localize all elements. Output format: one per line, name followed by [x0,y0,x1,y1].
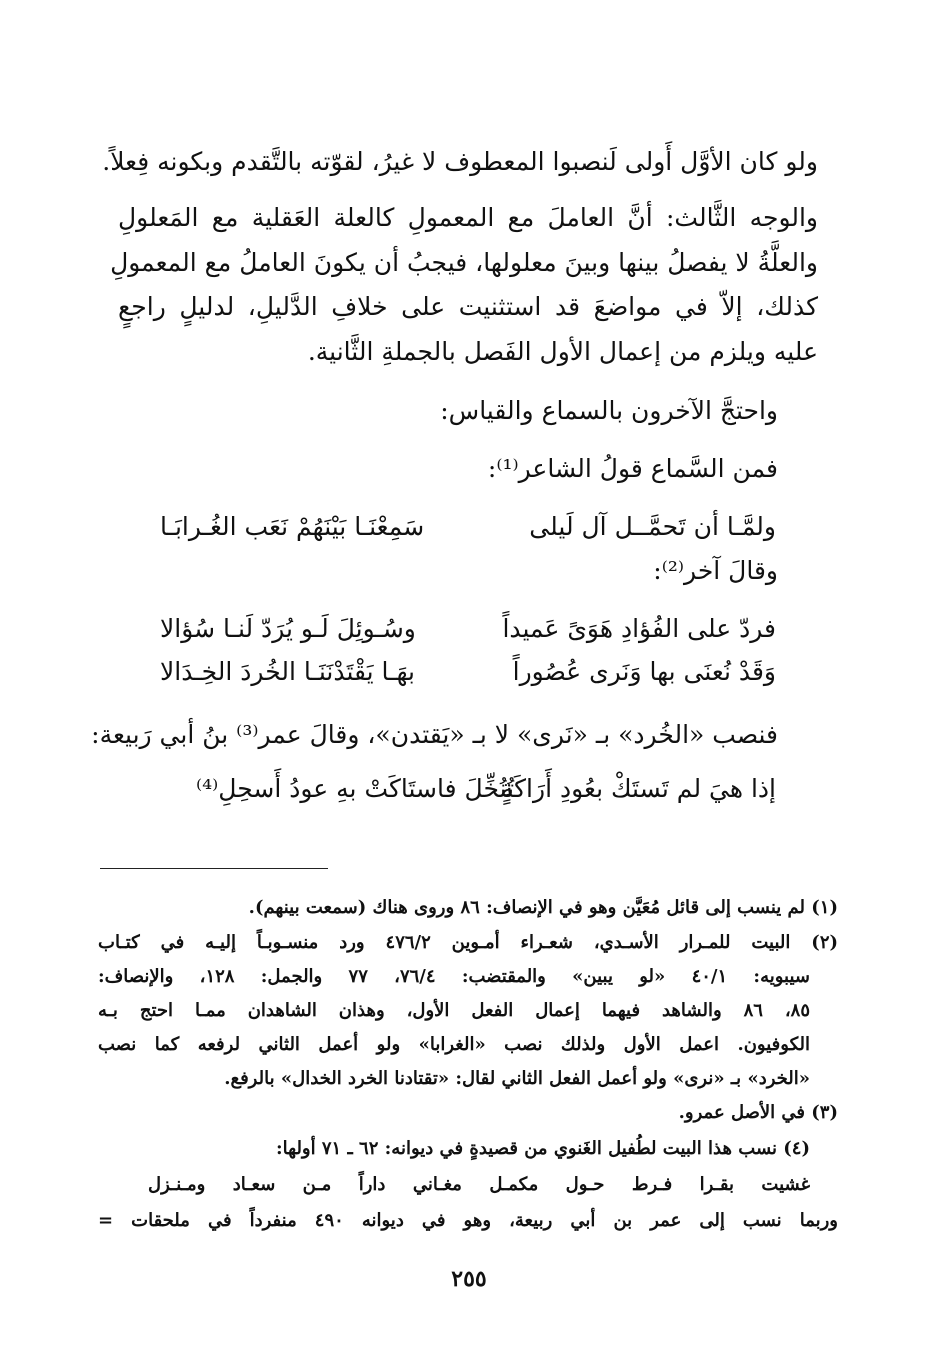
footnote-2-line-2: سيبويه: ٤٠/١ «لو يبين» والمقتضب: ٧٦/٤، ٧٧ والجمل: ١٢٨، والإنصاف: [98,966,810,987]
body-line-6: واحتجَّ الآخرون بالسماع والقياس: [440,396,778,425]
footnote-1: (١) لم ينسب إلى قائل مُعَيَّن وهو في الإنصاف: ٨٦ وروى هناك (سمعت بينهم). [248,897,838,918]
footnote-2-line-4: الكوفيون. اعمل الأول ولذلك نصب «الغرابا» ولو أعمل الثاني لرفعه كما نصب [98,1034,810,1055]
body-line-1: ولو كان الأوَّل أَولى لَنصبوا المعطوف لا غيرُ، لقوّته بالتَّقدم وبكونه فِعلاً. [102,147,818,176]
footnote-2-line-5: «الخرد» بـ «نرى» ولو أعمل الفعل الثاني لقال: «تقتادنا الخرد الخدال» بالرفع. [224,1068,810,1089]
footnote-separator [100,868,328,869]
body-line-5: عليه ويلزم من إعمال الأول الفَصل بالجملةِ الثَّانية. [307,337,818,366]
page-number: ٢٥٥ [451,1266,487,1292]
verse-2-first-hemistich: فردّ على الفُؤادِ هَوَىً عَميداً [502,614,776,643]
verse-4-second-hemistich: تُنُخِّلَ فاستَاكَتْ بهِ عودُ أَسحِلِ⁽⁴⁾ [196,774,515,803]
verse-3-first-hemistich: وَقَدْ نُعنَى بها وَنَرى عُصُوراً [512,657,776,686]
body-line-9: فنصب «الخُرد» بـ «نَرى» لا بـ «يَقتدن»، وقالَ عمر⁽³⁾ بنُ أبي رَبيعة: [91,720,778,749]
verse-2-second-hemistich: وسُـوئِلَ لَـو يُرَدّ لَنـا سُؤالا [160,614,416,643]
verse-3-second-hemistich: بهَـا يَقْتَدْنَنَـا الخُردَ الخِـدَالا [160,657,415,686]
body-line-7: فمن السَّماع قولُ الشاعر⁽¹⁾: [487,454,778,483]
verse-4-first-hemistich: إذا هيَ لم تَستَكْ بعُودِ أَرَاكَةٍ [500,774,776,803]
body-line-3: والعلَّةُ لا يفصلُ بينها وبينَ معلولها، فيجبُ أن يكونَ العاملُ مع المعمولِ [110,248,818,277]
footnote-4-line-1: (٤) نسب هذا البيت لطُفيل الغَنوي من قصيدةٍ في ديوانه: ٦٢ ـ ٧١ أولها: [276,1138,810,1159]
footnote-3: (٣) في الأصل عمرو. [678,1102,838,1123]
footnote-2-line-3: ٨٥، ٨٦ والشاهد فيهما إعمال الفعل الأول، وهذان الشاهدان ممـا احتج بـه [98,1000,810,1021]
body-line-4: كذلك، إلاّ في مواضعَ قد استثنيت على خلافِ الدَّليلِ، لدليلٍ راجعٍ [118,292,818,321]
body-line-2: والوجه الثَّالث: أنَّ العاملَ مع المعمولِ كالعلة العَقلية مع المَعلولِ [118,203,818,232]
body-line-8: وقالَ آخر⁽²⁾: [653,556,778,585]
footnote-4-verse: غشيت بقـرا فـرط حـول مكمـل مغـاني داراً مـن سعـاد ومـنـزل [148,1174,810,1195]
footnote-4-line-2: وربما نسب إلى عمر بن أبي ربيعة، وهو في ديوانه ٤٩٠ منفرداً في ملحقات = [98,1210,838,1231]
verse-1-first-hemistich: ولمَّـا أن تَحمَّــل آل لَيلى [529,512,776,541]
verse-1-second-hemistich: سَمِعْنَـا بَيْنَهُمْ نَعَب الغُـرابَـا [160,512,425,541]
footnote-2-line-1: (٢) البيت للمـرار الأسـدي، شعـراء أمـوين ٤٧٦/٢ ورد منسـوبـاً إليـه في كتـاب [98,932,839,953]
